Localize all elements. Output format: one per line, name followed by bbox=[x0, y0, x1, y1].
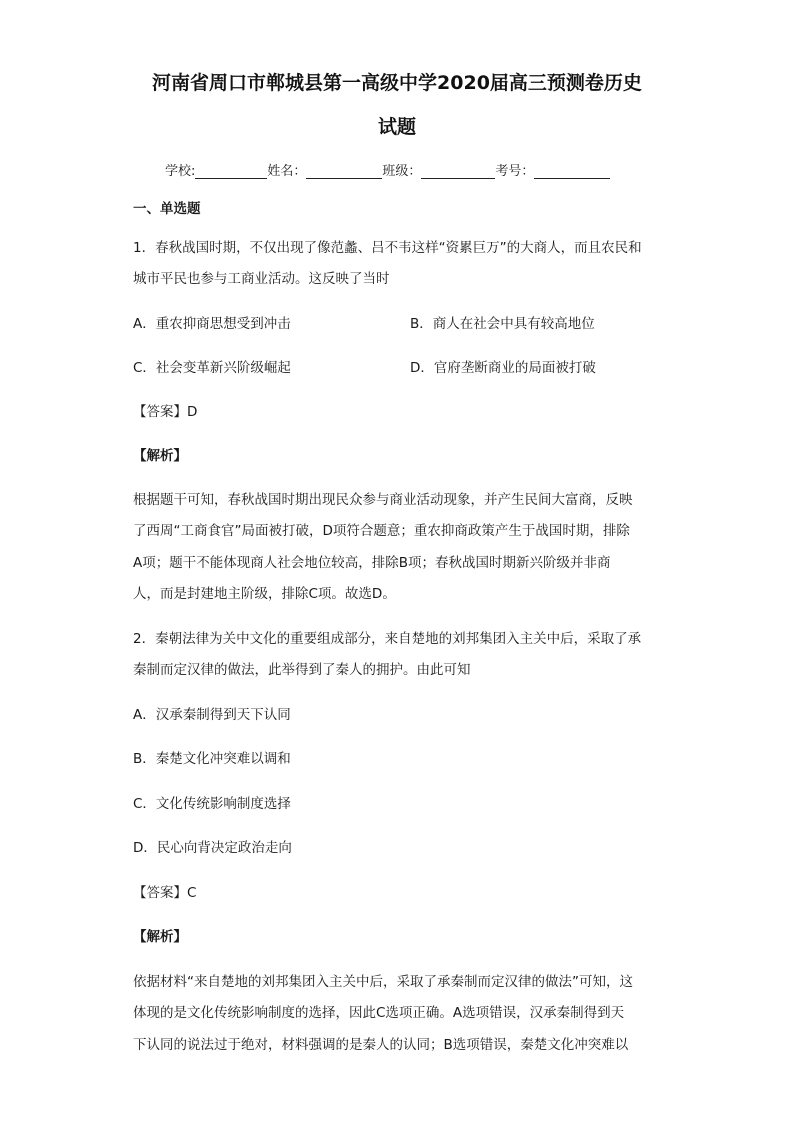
q2-answer: 【答案】C bbox=[133, 885, 197, 901]
school-label: 学校: bbox=[165, 164, 196, 179]
q1-option-d: D．官府垄断商业的局面被打破 bbox=[410, 360, 596, 376]
q1-analysis-line2: 了西周“工商食官”局面被打破，D项符合题意；重农抑商政策产生于战国时期，排除 bbox=[133, 523, 630, 539]
page-title-continued: 试题 bbox=[377, 116, 416, 138]
q1-analysis-line1: 根据题干可知，春秋战国时期出现民众参与商业活动现象，并产生民间大富商，反映 bbox=[133, 492, 633, 508]
q1-analysis-label: 【解析】 bbox=[133, 448, 187, 464]
section-heading: 一、单选题 bbox=[133, 201, 201, 217]
q2-analysis-label: 【解析】 bbox=[133, 929, 187, 945]
q1-stem-line2: 城市平民也参与工商业活动。这反映了当时 bbox=[133, 271, 390, 287]
school-field[interactable] bbox=[195, 164, 267, 179]
exam-no-label: 考号： bbox=[495, 164, 535, 179]
name-label: 姓名： bbox=[267, 164, 307, 179]
exam-no-field[interactable] bbox=[534, 164, 610, 179]
q1-analysis-line4: 人，而是封建地主阶级，排除C项。故选D。 bbox=[133, 586, 396, 602]
q1-answer: 【答案】D bbox=[133, 404, 198, 420]
q1-option-c: C．社会变革新兴阶级崛起 bbox=[133, 360, 291, 376]
class-label: 班级： bbox=[382, 164, 422, 179]
q2-analysis-line2: 体现的是文化传统影响制度的选择，因此C选项正确。A选项错误，汉承秦制得到天 bbox=[133, 1005, 625, 1021]
q2-option-c: C．文化传统影响制度选择 bbox=[133, 796, 291, 812]
q2-option-d: D．民心向背决定政治走向 bbox=[133, 840, 292, 856]
student-info-row bbox=[165, 160, 610, 179]
q2-option-b: B．秦楚文化冲突难以调和 bbox=[133, 751, 291, 767]
q2-stem-line1: 2．秦朝法律为关中文化的重要组成部分，来自楚地的刘邦集团入主关中后，采取了承 bbox=[133, 631, 642, 647]
q2-analysis-line3: 下认同的说法过于绝对，材料强调的是秦人的认同；B选项错误，秦楚文化冲突难以 bbox=[133, 1037, 629, 1053]
q2-analysis-line1: 依据材料“来自楚地的刘邦集团入主关中后，采取了承秦制而定汉律的做法”可知，这 bbox=[133, 974, 633, 990]
q1-analysis-line3: A项；题干不能体现商人社会地位较高，排除B项；春秋战国时期新兴阶级并非商 bbox=[133, 555, 611, 571]
q1-option-a: A．重农抑商思想受到冲击 bbox=[133, 316, 291, 332]
page-title: 河南省周口市郸城县第一高级中学2020届高三预测卷历史 bbox=[152, 72, 642, 94]
q1-stem-line1: 1．春秋战国时期，不仅出现了像范蠡、吕不韦这样“资累巨万”的大商人，而且农民和 bbox=[133, 240, 642, 256]
class-field[interactable] bbox=[421, 164, 495, 179]
name-field[interactable] bbox=[306, 164, 382, 179]
q1-option-b: B．商人在社会中具有较高地位 bbox=[410, 316, 595, 332]
q2-stem-line2: 秦制而定汉律的做法，此举得到了秦人的拥护。由此可知 bbox=[133, 662, 471, 678]
q2-option-a: A．汉承秦制得到天下认同 bbox=[133, 707, 291, 723]
